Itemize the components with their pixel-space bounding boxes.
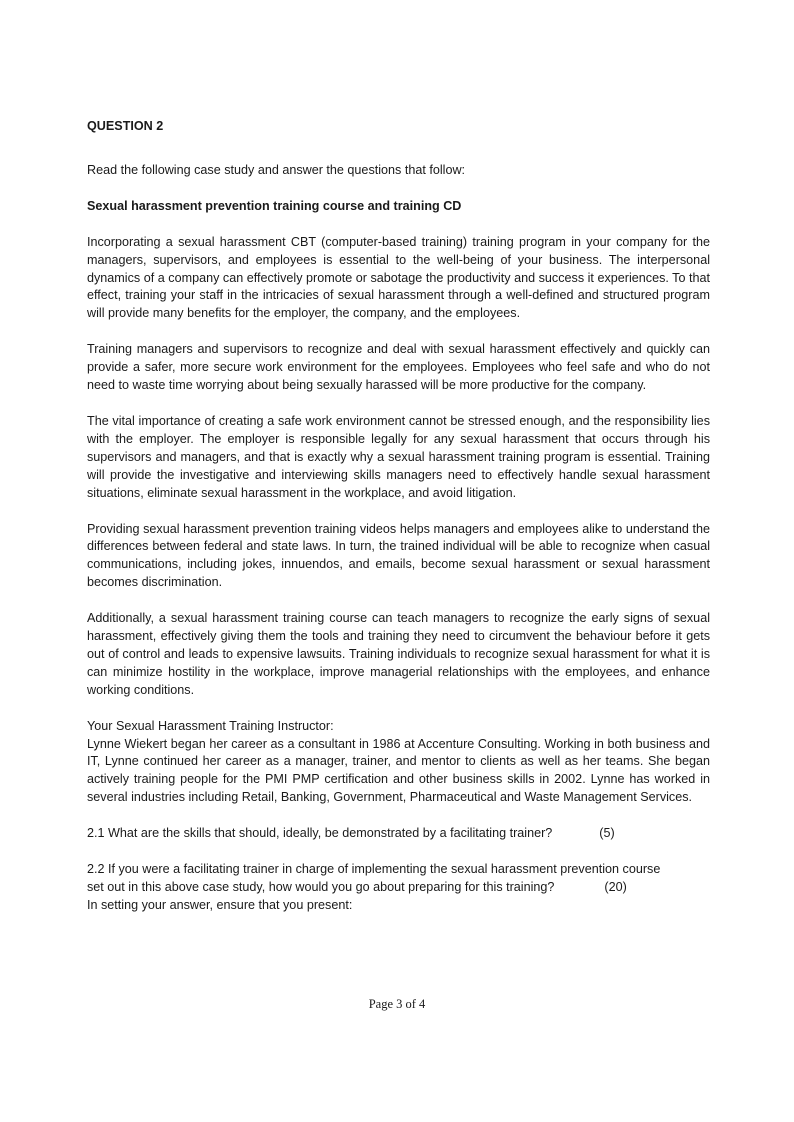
paragraph: Incorporating a sexual harassment CBT (computer-based training) training program in your company for the managers, supervisors, and employees is essential to the well-being of your business. The interpersonal dynamics of a company can effectively promote or sabotage the productivity and success it experiences. To that effect, training your staff in the intricacies of sexual harassment through a well-defined and structured program will provide many benefits for the employer, the company, and the employees. [87, 234, 710, 321]
instructor-bio: Lynne Wiekert began her career as a consultant in 1986 at Accenture Consulting. Working in both business and IT, Lynne continued her career as a manager, trainer, and mentor to clients as well as her teams. She began actively training people for the PMI PMP certification and other business skills in 2002. Lynne has worked in several industries including Retail, Banking, Government, Pharmaceutical and Waste Management Services. [87, 736, 710, 805]
question-heading: QUESTION 2 [87, 119, 164, 133]
paragraph: Training managers and supervisors to recognize and deal with sexual harassment effectively and quickly can provide a safer, more secure work environment for the employees. Employees who feel safe and who do not need to waste time worrying about being sexually harassed will be more productive for the company. [87, 342, 710, 393]
paragraph: Providing sexual harassment prevention training videos helps managers and employees alike to understand the differences between federal and state laws. In turn, the trained individual will be able to recognize when casual communications, including jokes, innuendos, and emails, become sexual harassment or sexual harassment becomes discrimination. [87, 521, 710, 590]
instructor-section [87, 718, 710, 808]
paragraph: Additionally, a sexual harassment training course can teach managers to recognize the early signs of sexual harassment, effectively giving them the tools and training they need to circumvent the behaviour before it gets out of control and leads to expensive lawsuits. Training individuals to recognize sexual harassment for what it is can minimize hostility in the workplace, improve managerial relationships with the employees, and enhance working conditions. [87, 611, 710, 697]
intro-text: Read the following case study and answer the questions that follow: [87, 162, 466, 177]
question-2-2-line-1: 2.2 If you were a facilitating trainer in charge of implementing the sexual harassment prevention course [87, 862, 661, 877]
question-2-1-text: 2.1 What are the skills that should, ideally, be demonstrated by a facilitating trainer? [87, 826, 553, 841]
question-2-1-marks: (5) [599, 826, 615, 841]
case-study-title: Sexual harassment prevention training course and training CD [87, 198, 462, 213]
page-content [87, 118, 710, 915]
question-2-2-line-2-row [87, 879, 710, 897]
page-number-footer: Page 3 of 4 [368, 997, 426, 1011]
question-2-2-line-3: In setting your answer, ensure that you present: [87, 897, 353, 912]
question-2-2 [87, 861, 710, 915]
question-2-2-marks: (20) [604, 880, 627, 894]
paragraph: The vital importance of creating a safe work environment cannot be stressed enough, and the responsibility lies with the employer. The employer is responsible legally for any sexual harassment that occurs through his supervisors and managers, and that is exactly why a sexual harassment training program is essential. Training will provide the investigative and interviewing skills managers need to effectively handle sexual harassment situations, eliminate sexual harassment in the workplace, and avoid litigation. [87, 413, 710, 500]
question-2-2-line-2: set out in this above case study, how would you go about preparing for this training? [87, 880, 555, 894]
instructor-title: Your Sexual Harassment Training Instructor: [87, 718, 334, 733]
question-2-1 [87, 825, 710, 843]
